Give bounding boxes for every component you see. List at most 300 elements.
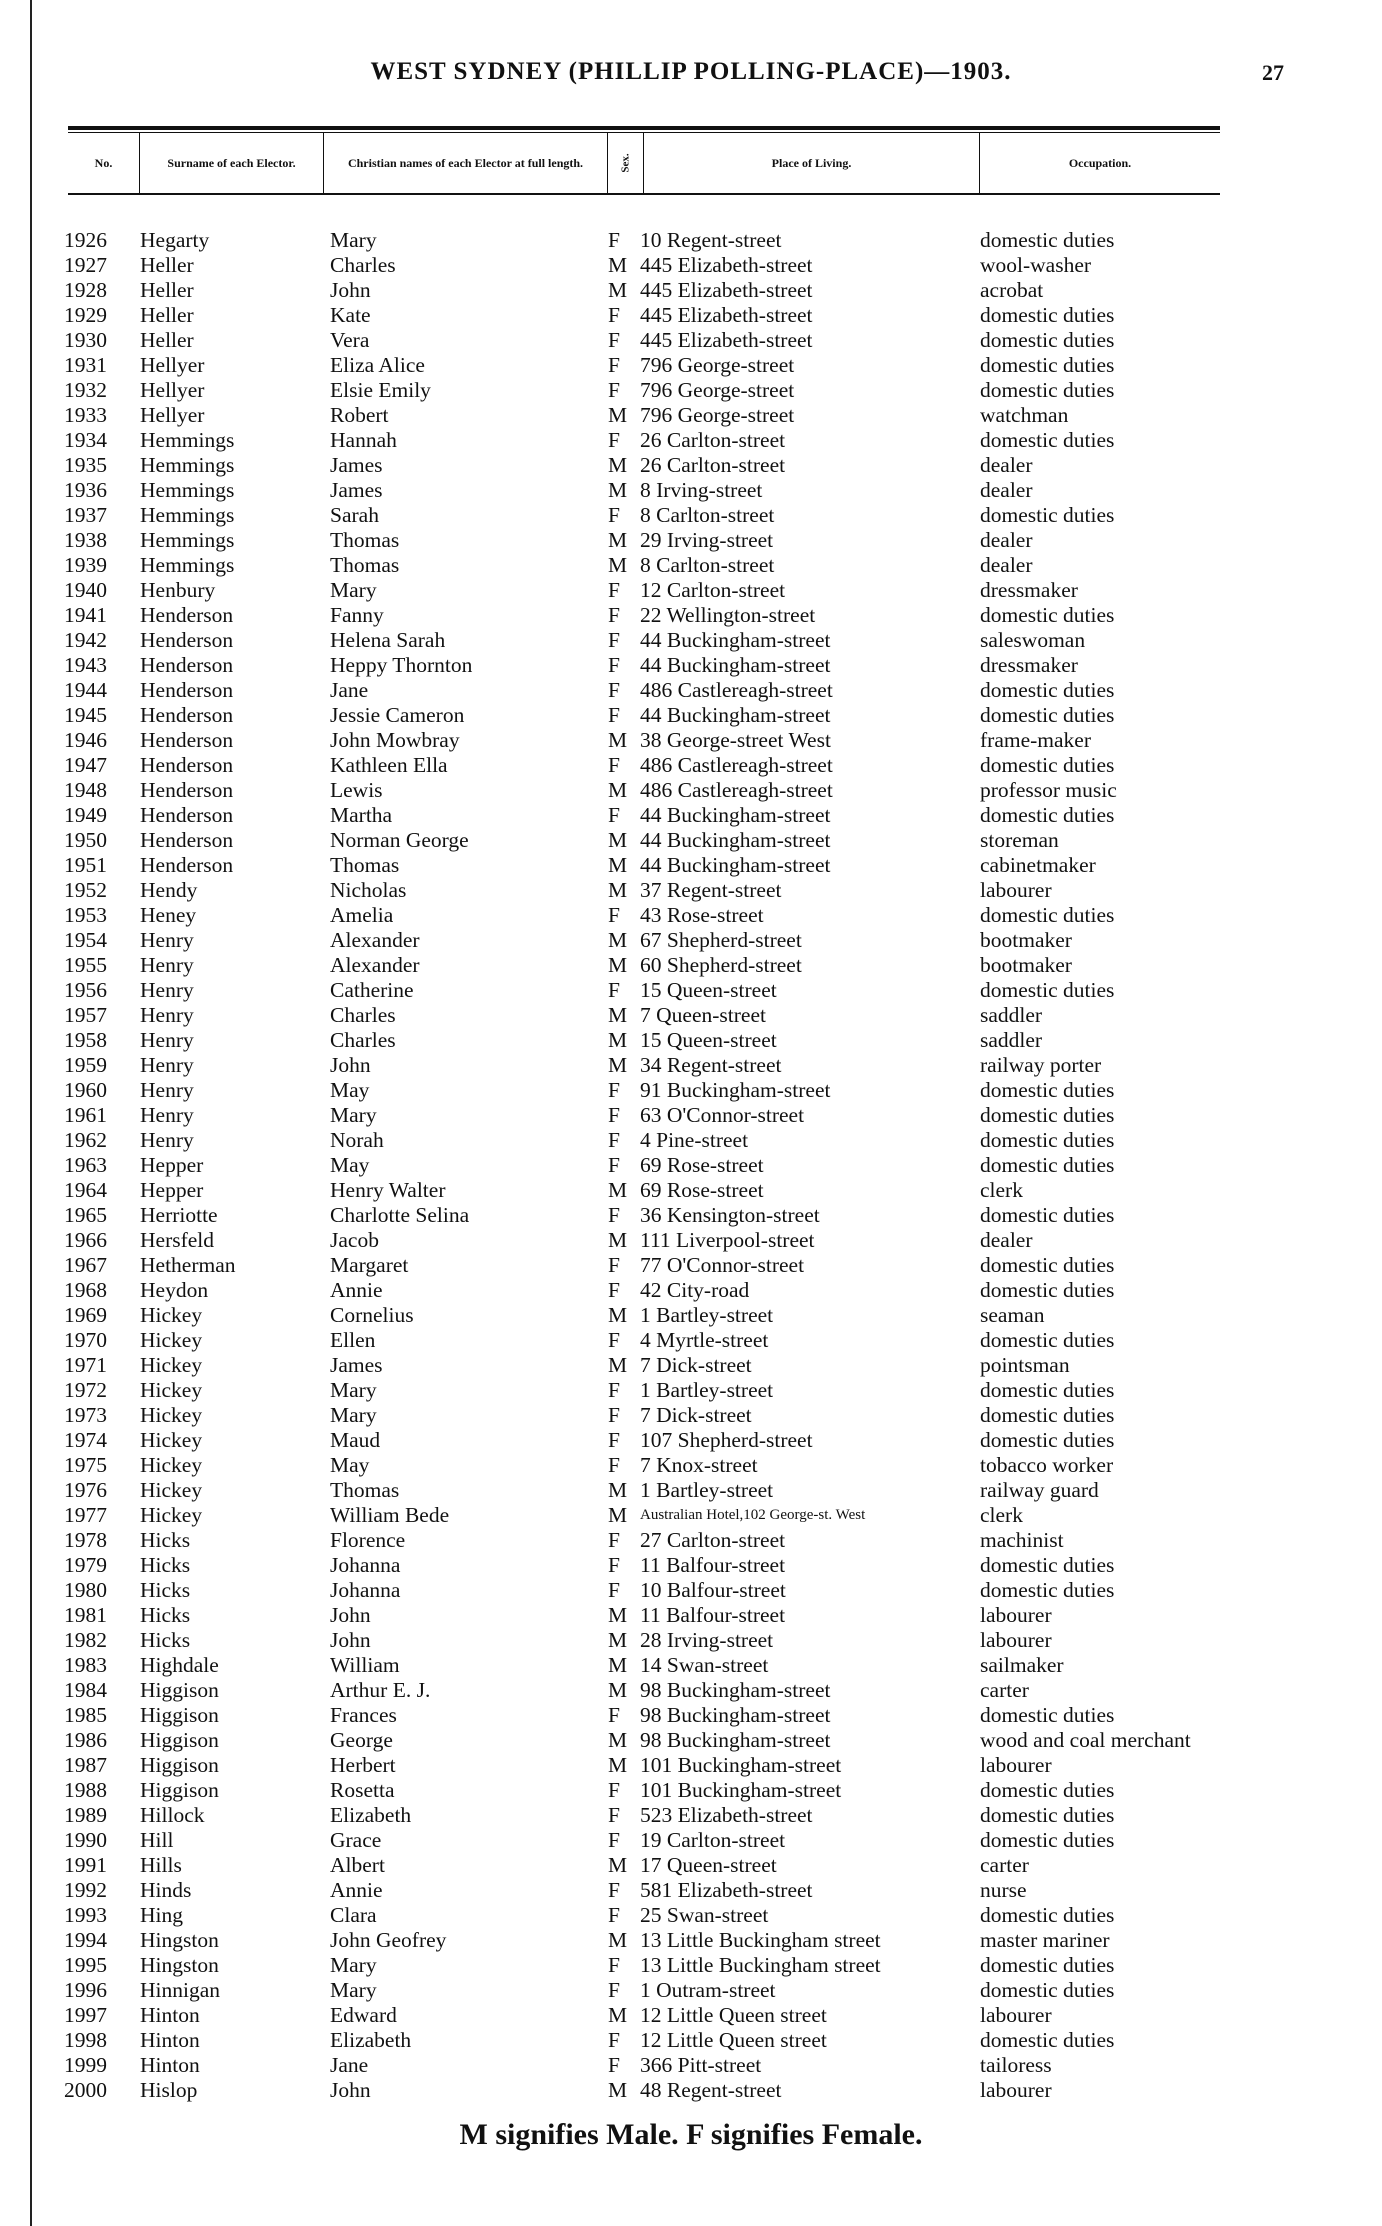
elector-occupation: tailoress: [980, 2053, 1052, 2077]
elector-surname: Hellyer: [140, 378, 205, 402]
table-row: [0, 678, 1382, 703]
elector-surname: Henry: [140, 1028, 194, 1052]
elector-surname: Hislop: [140, 2078, 198, 2102]
elector-sex: F: [608, 328, 620, 352]
table-row: [0, 1003, 1382, 1028]
elector-surname: Hinton: [140, 2028, 200, 2052]
elector-occupation: domestic duties: [980, 2028, 1115, 2052]
elector-christian-names: James: [330, 478, 383, 502]
elector-surname: Henbury: [140, 578, 216, 602]
elector-place-of-living: 11 Balfour-street: [640, 1603, 786, 1627]
table-row: [0, 1153, 1382, 1178]
elector-occupation: domestic duties: [980, 1378, 1115, 1402]
elector-christian-names: Thomas: [330, 1478, 400, 1502]
elector-sex: M: [608, 1603, 628, 1627]
elector-sex: F: [608, 1403, 620, 1427]
elector-sex: F: [608, 228, 620, 252]
table-row: [0, 303, 1382, 328]
elector-surname: Henderson: [140, 703, 234, 727]
table-row: [0, 978, 1382, 1003]
elector-occupation: seaman: [980, 1303, 1045, 1327]
elector-sex: M: [608, 1928, 628, 1952]
table-row: [0, 553, 1382, 578]
elector-surname: Hicks: [140, 1553, 191, 1577]
elector-place-of-living: 486 Castlereagh-street: [640, 778, 833, 802]
elector-christian-names: Mary: [330, 1978, 377, 2002]
elector-sex: M: [608, 253, 628, 277]
elector-surname: Henry: [140, 1003, 194, 1027]
table-row: [0, 2028, 1382, 2053]
elector-surname: Hickey: [140, 1478, 203, 1502]
elector-christian-names: Hannah: [330, 428, 397, 452]
elector-number: 1942: [64, 628, 107, 652]
elector-place-of-living: 8 Carlton-street: [640, 503, 775, 527]
elector-number: 1930: [64, 328, 107, 352]
table-row: [0, 728, 1382, 753]
elector-christian-names: Frances: [330, 1703, 397, 1727]
elector-surname: Hellyer: [140, 403, 205, 427]
elector-christian-names: Florence: [330, 1528, 406, 1552]
elector-number: 1984: [64, 1678, 107, 1702]
elector-place-of-living: 101 Buckingham-street: [640, 1753, 842, 1777]
table-row: [0, 1953, 1382, 1978]
elector-christian-names: Mary: [330, 1378, 377, 1402]
elector-place-of-living: 22 Wellington-street: [640, 603, 816, 627]
elector-occupation: domestic duties: [980, 1803, 1115, 1827]
elector-sex: F: [608, 703, 620, 727]
elector-sex: F: [608, 1828, 620, 1852]
elector-place-of-living: 7 Queen-street: [640, 1003, 766, 1027]
elector-number: 1997: [64, 2003, 107, 2027]
elector-place-of-living: 13 Little Buckingham street: [640, 1928, 881, 1952]
table-row: [0, 1103, 1382, 1128]
elector-surname: Hicks: [140, 1528, 191, 1552]
elector-occupation: dressmaker: [980, 653, 1078, 677]
elector-place-of-living: 445 Elizabeth-street: [640, 328, 813, 352]
elector-place-of-living: 12 Little Queen street: [640, 2028, 827, 2052]
elector-occupation: railway porter: [980, 1053, 1102, 1077]
elector-place-of-living: 19 Carlton-street: [640, 1828, 786, 1852]
table-row: [0, 953, 1382, 978]
elector-number: 1991: [64, 1853, 107, 1877]
elector-surname: Hickey: [140, 1503, 203, 1527]
table-row: [0, 1403, 1382, 1428]
elector-surname: Higgison: [140, 1678, 219, 1702]
table-row: [0, 1303, 1382, 1328]
table-row: [0, 1678, 1382, 1703]
elector-number: 1929: [64, 303, 107, 327]
elector-sex: M: [608, 2003, 628, 2027]
elector-christian-names: Elizabeth: [330, 1803, 412, 1827]
elector-surname: Hillock: [140, 1803, 205, 1827]
elector-surname: Henderson: [140, 678, 234, 702]
elector-place-of-living: 1 Outram-street: [640, 1978, 776, 2002]
elector-place-of-living: 7 Dick-street: [640, 1353, 752, 1377]
elector-occupation: domestic duties: [980, 1778, 1115, 1802]
column-header-row: [68, 132, 1220, 195]
elector-christian-names: Charlotte Selina: [330, 1203, 470, 1227]
table-row: [0, 1078, 1382, 1103]
elector-surname: Hellyer: [140, 353, 205, 377]
elector-sex: M: [608, 1628, 628, 1652]
elector-occupation: professor music: [980, 778, 1117, 802]
elector-occupation: domestic duties: [980, 503, 1115, 527]
elector-sex: F: [608, 1378, 620, 1402]
elector-place-of-living: 77 O'Connor-street: [640, 1253, 805, 1277]
elector-christian-names: Heppy Thornton: [330, 653, 473, 677]
elector-sex: F: [608, 1803, 620, 1827]
table-row: [0, 1178, 1382, 1203]
table-row: [0, 1903, 1382, 1928]
elector-christian-names: George: [330, 1728, 393, 1752]
elector-sex: F: [608, 378, 620, 402]
table-row: [0, 1928, 1382, 1953]
elector-christian-names: Martha: [330, 803, 393, 827]
table-row: [0, 803, 1382, 828]
elector-occupation: domestic duties: [980, 1978, 1115, 2002]
elector-place-of-living: 37 Regent-street: [640, 878, 782, 902]
elector-number: 1999: [64, 2053, 107, 2077]
elector-place-of-living: 26 Carlton-street: [640, 453, 786, 477]
table-row: [0, 1978, 1382, 2003]
elector-surname: Henderson: [140, 753, 234, 777]
elector-number: 1967: [64, 1253, 107, 1277]
elector-christian-names: Annie: [330, 1878, 383, 1902]
elector-surname: Henry: [140, 978, 194, 1002]
elector-place-of-living: 43 Rose-street: [640, 903, 764, 927]
elector-sex: F: [608, 1878, 620, 1902]
elector-surname: Hingston: [140, 1928, 219, 1952]
elector-number: 1953: [64, 903, 107, 927]
elector-sex: M: [608, 1178, 628, 1202]
table-row: [0, 503, 1382, 528]
table-row: [0, 1603, 1382, 1628]
elector-occupation: labourer: [980, 1753, 1052, 1777]
elector-surname: Heller: [140, 253, 194, 277]
elector-sex: F: [608, 1903, 620, 1927]
elector-occupation: domestic duties: [980, 1553, 1115, 1577]
elector-occupation: domestic duties: [980, 753, 1115, 777]
elector-number: 1961: [64, 1103, 107, 1127]
elector-place-of-living: 7 Knox-street: [640, 1453, 758, 1477]
elector-number: 1985: [64, 1703, 107, 1727]
elector-sex: M: [608, 1228, 628, 1252]
elector-place-of-living: 42 City-road: [640, 1278, 750, 1302]
elector-place-of-living: 67 Shepherd-street: [640, 928, 802, 952]
elector-sex: M: [608, 1303, 628, 1327]
elector-christian-names: Sarah: [330, 503, 379, 527]
table-row: [0, 1328, 1382, 1353]
elector-surname: Hicks: [140, 1578, 191, 1602]
elector-number: 1989: [64, 1803, 107, 1827]
table-row: [0, 1228, 1382, 1253]
elector-surname: Heller: [140, 328, 194, 352]
elector-surname: Hetherman: [140, 1253, 236, 1277]
elector-sex: M: [608, 1678, 628, 1702]
elector-number: 1992: [64, 1878, 107, 1902]
elector-occupation: domestic duties: [980, 1903, 1115, 1927]
elector-place-of-living: 60 Shepherd-street: [640, 953, 802, 977]
elector-christian-names: Lewis: [330, 778, 383, 802]
elector-number: 1931: [64, 353, 107, 377]
elector-occupation: domestic duties: [980, 678, 1115, 702]
elector-surname: Hickey: [140, 1328, 203, 1352]
column-header-occupation: Occupation.: [1068, 156, 1132, 170]
elector-sex: M: [608, 2078, 628, 2102]
elector-surname: Henderson: [140, 628, 234, 652]
table-row: [0, 1053, 1382, 1078]
elector-occupation: domestic duties: [980, 1203, 1115, 1227]
elector-number: 1948: [64, 778, 107, 802]
elector-christian-names: Thomas: [330, 853, 400, 877]
elector-occupation: wood and coal merchant: [980, 1728, 1191, 1752]
elector-place-of-living: 796 George-street: [640, 353, 795, 377]
elector-occupation: domestic duties: [980, 803, 1115, 827]
table-row: [0, 353, 1382, 378]
table-row: [0, 1478, 1382, 1503]
elector-christian-names: Eliza Alice: [330, 353, 425, 377]
elector-christian-names: Jessie Cameron: [330, 703, 465, 727]
elector-place-of-living: 111 Liverpool-street: [640, 1228, 815, 1252]
elector-occupation: dealer: [980, 453, 1033, 477]
elector-sex: F: [608, 353, 620, 377]
elector-number: 1982: [64, 1628, 107, 1652]
elector-surname: Henderson: [140, 853, 234, 877]
elector-sex: F: [608, 1103, 620, 1127]
elector-number: 1926: [64, 228, 107, 252]
table-row: [0, 1128, 1382, 1153]
elector-number: 1941: [64, 603, 107, 627]
elector-occupation: railway guard: [980, 1478, 1099, 1502]
elector-occupation: domestic duties: [980, 1703, 1115, 1727]
elector-place-of-living: 1 Bartley-street: [640, 1378, 774, 1402]
elector-christian-names: Ellen: [330, 1328, 376, 1352]
elector-christian-names: Amelia: [330, 903, 394, 927]
table-row: [0, 2053, 1382, 2078]
elector-christian-names: Grace: [330, 1828, 382, 1852]
elector-place-of-living: 445 Elizabeth-street: [640, 278, 813, 302]
elector-christian-names: Charles: [330, 1028, 396, 1052]
elector-surname: Hickey: [140, 1428, 203, 1452]
elector-christian-names: Johanna: [330, 1578, 401, 1602]
elector-number: 1955: [64, 953, 107, 977]
table-row: [0, 2003, 1382, 2028]
elector-occupation: domestic duties: [980, 353, 1115, 377]
elector-christian-names: John: [330, 278, 371, 302]
elector-occupation: domestic duties: [980, 303, 1115, 327]
column-header-christian-names: Christian names of each Elector at full length.: [324, 133, 608, 193]
elector-place-of-living: 1 Bartley-street: [640, 1303, 774, 1327]
elector-place-of-living: 12 Carlton-street: [640, 578, 786, 602]
elector-sex: M: [608, 1853, 628, 1877]
column-header-sex-label: Sex.: [619, 153, 632, 173]
elector-number: 1939: [64, 553, 107, 577]
elector-place-of-living: 98 Buckingham-street: [640, 1703, 831, 1727]
elector-sex: F: [608, 1953, 620, 1977]
elector-place-of-living: 7 Dick-street: [640, 1403, 752, 1427]
elector-place-of-living: 38 George-street West: [640, 728, 831, 752]
elector-surname: Hinds: [140, 1878, 192, 1902]
elector-sex: F: [608, 1553, 620, 1577]
table-row: [0, 1653, 1382, 1678]
elector-number: 1945: [64, 703, 107, 727]
elector-occupation: domestic duties: [980, 703, 1115, 727]
table-row: [0, 1028, 1382, 1053]
elector-surname: Henry: [140, 1053, 194, 1077]
elector-surname: Hickey: [140, 1353, 203, 1377]
elector-number: 1973: [64, 1403, 107, 1427]
elector-christian-names: Thomas: [330, 553, 400, 577]
table-row: [0, 403, 1382, 428]
elector-sex: M: [608, 1003, 628, 1027]
elector-surname: Henderson: [140, 653, 234, 677]
table-row: [0, 828, 1382, 853]
elector-occupation: domestic duties: [980, 428, 1115, 452]
elector-occupation: watchman: [980, 403, 1069, 427]
elector-occupation: domestic duties: [980, 1828, 1115, 1852]
page-number: 27: [1262, 60, 1284, 85]
elector-number: 1937: [64, 503, 107, 527]
elector-number: 1986: [64, 1728, 107, 1752]
elector-sex: F: [608, 503, 620, 527]
elector-occupation: tobacco worker: [980, 1453, 1114, 1477]
elector-sex: M: [608, 828, 628, 852]
elector-surname: Hinnigan: [140, 1978, 221, 2002]
elector-surname: Henderson: [140, 778, 234, 802]
elector-number: 1959: [64, 1053, 107, 1077]
elector-place-of-living: 34 Regent-street: [640, 1053, 782, 1077]
elector-number: 1944: [64, 678, 107, 702]
elector-surname: Henry: [140, 1103, 194, 1127]
elector-surname: Hinton: [140, 2003, 200, 2027]
elector-christian-names: Vera: [330, 328, 370, 352]
elector-sex: M: [608, 1353, 628, 1377]
elector-surname: Henry: [140, 928, 194, 952]
elector-sex: M: [608, 1728, 628, 1752]
elector-number: 1932: [64, 378, 107, 402]
elector-place-of-living: 13 Little Buckingham street: [640, 1953, 881, 1977]
elector-number: 2000: [64, 2078, 107, 2102]
elector-occupation: labourer: [980, 1628, 1052, 1652]
elector-occupation: labourer: [980, 2078, 1052, 2102]
elector-surname: Hemmings: [140, 553, 235, 577]
elector-number: 1976: [64, 1478, 107, 1502]
elector-number: 1949: [64, 803, 107, 827]
elector-place-of-living: 98 Buckingham-street: [640, 1728, 831, 1752]
table-row: [0, 628, 1382, 653]
elector-sex: F: [608, 1978, 620, 2002]
table-row: [0, 1378, 1382, 1403]
elector-number: 1933: [64, 403, 107, 427]
elector-christian-names: Jacob: [330, 1228, 379, 1252]
table-row: [0, 328, 1382, 353]
table-row: [0, 1528, 1382, 1553]
elector-christian-names: Thomas: [330, 528, 400, 552]
elector-occupation: labourer: [980, 2003, 1052, 2027]
table-row: [0, 228, 1382, 253]
elector-christian-names: John Mowbray: [330, 728, 460, 752]
elector-surname: Hingston: [140, 1953, 219, 1977]
elector-surname: Henry: [140, 953, 194, 977]
elector-sex: F: [608, 1778, 620, 1802]
elector-sex: F: [608, 1328, 620, 1352]
elector-christian-names: Jane: [330, 678, 369, 702]
elector-occupation: storeman: [980, 828, 1059, 852]
elector-christian-names: Robert: [330, 403, 389, 427]
elector-occupation: saddler: [980, 1003, 1043, 1027]
elector-place-of-living: 8 Irving-street: [640, 478, 763, 502]
elector-occupation: carter: [980, 1678, 1029, 1702]
elector-place-of-living: 44 Buckingham-street: [640, 628, 831, 652]
elector-sex: M: [608, 1478, 628, 1502]
elector-number: 1972: [64, 1378, 107, 1402]
table-row: [0, 428, 1382, 453]
elector-occupation: bootmaker: [980, 953, 1072, 977]
elector-number: 1964: [64, 1178, 107, 1202]
elector-number: 1962: [64, 1128, 107, 1152]
table-row: [0, 478, 1382, 503]
elector-place-of-living: 12 Little Queen street: [640, 2003, 827, 2027]
column-header-no: No.: [68, 133, 140, 193]
elector-occupation: dealer: [980, 478, 1033, 502]
table-row: [0, 603, 1382, 628]
elector-christian-names: Johanna: [330, 1553, 401, 1577]
elector-number: 1956: [64, 978, 107, 1002]
elector-sex: M: [608, 278, 628, 302]
elector-surname: Hemmings: [140, 428, 235, 452]
elector-number: 1987: [64, 1753, 107, 1777]
elector-christian-names: Herbert: [330, 1753, 396, 1777]
table-row: [0, 1253, 1382, 1278]
elector-place-of-living: 63 O'Connor-street: [640, 1103, 805, 1127]
elector-surname: Henry: [140, 1128, 194, 1152]
elector-sex: F: [608, 428, 620, 452]
elector-christian-names: Charles: [330, 253, 396, 277]
elector-christian-names: Helena Sarah: [330, 628, 446, 652]
elector-christian-names: Jane: [330, 2053, 369, 2077]
elector-occupation: acrobat: [980, 278, 1044, 302]
elector-occupation: master mariner: [980, 1928, 1110, 1952]
elector-sex: F: [608, 1128, 620, 1152]
elector-christian-names: Kathleen Ella: [330, 753, 448, 777]
elector-place-of-living: 445 Elizabeth-street: [640, 253, 813, 277]
elector-place-of-living: 10 Balfour-street: [640, 1578, 786, 1602]
elector-number: 1947: [64, 753, 107, 777]
elector-sex: F: [608, 678, 620, 702]
elector-number: 1957: [64, 1003, 107, 1027]
elector-number: 1981: [64, 1603, 107, 1627]
elector-number: 1935: [64, 453, 107, 477]
elector-occupation: labourer: [980, 1603, 1052, 1627]
table-row: [0, 653, 1382, 678]
elector-surname: Hepper: [140, 1153, 204, 1177]
elector-place-of-living: 15 Queen-street: [640, 1028, 777, 1052]
elector-surname: Hills: [140, 1853, 182, 1877]
elector-number: 1996: [64, 1978, 107, 2002]
elector-sex: M: [608, 728, 628, 752]
elector-christian-names: Alexander: [330, 928, 420, 952]
elector-surname: Higgison: [140, 1728, 219, 1752]
table-row: [0, 703, 1382, 728]
elector-number: 1995: [64, 1953, 107, 1977]
column-header-sex: [608, 133, 644, 193]
elector-number: 1969: [64, 1303, 107, 1327]
elector-surname: Henderson: [140, 803, 234, 827]
elector-number: 1988: [64, 1778, 107, 1802]
elector-surname: Heller: [140, 303, 194, 327]
elector-christian-names: Rosetta: [330, 1778, 395, 1802]
elector-christian-names: May: [330, 1078, 370, 1102]
